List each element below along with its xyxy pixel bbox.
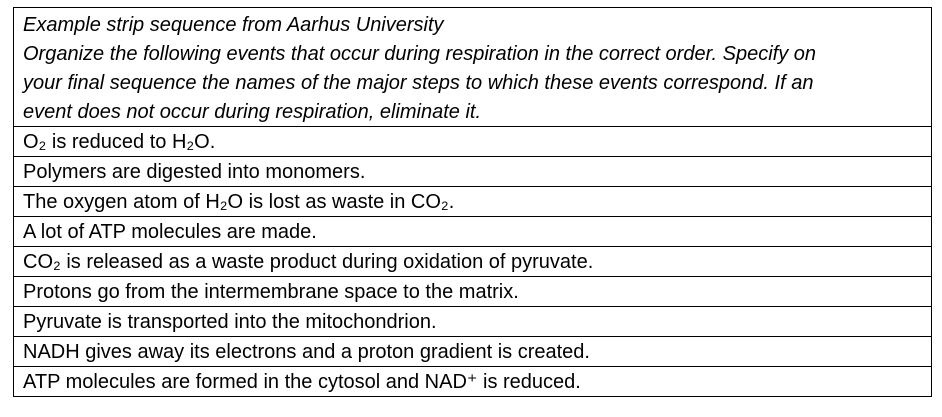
event-row: NADH gives away its electrons and a proton gradient is created. (14, 337, 931, 367)
event-row: O₂ is reduced to H₂O. (14, 127, 931, 157)
event-row: A lot of ATP molecules are made. (14, 217, 931, 247)
instructions-line: your final sequence the names of the major steps to which these events correspond. If an (23, 72, 814, 94)
instructions-cell (14, 8, 931, 127)
event-row: ATP molecules are formed in the cytosol and NAD⁺ is reduced. (14, 367, 931, 397)
event-row: CO₂ is released as a waste product during oxidation of pyruvate. (14, 247, 931, 277)
strip-sequence-table (13, 7, 932, 397)
instructions-line: Organize the following events that occur during respiration in the correct order. Specify on (23, 43, 817, 65)
event-row: Pyruvate is transported into the mitochondrion. (14, 307, 931, 337)
instructions-line: event does not occur during respiration, eliminate it. (23, 101, 482, 123)
event-row: The oxygen atom of H₂O is lost as waste in CO₂. (14, 187, 931, 217)
event-row: Protons go from the intermembrane space to the matrix. (14, 277, 931, 307)
table-title: Example strip sequence from Aarhus University (23, 14, 444, 36)
event-row: Polymers are digested into monomers. (14, 157, 931, 187)
